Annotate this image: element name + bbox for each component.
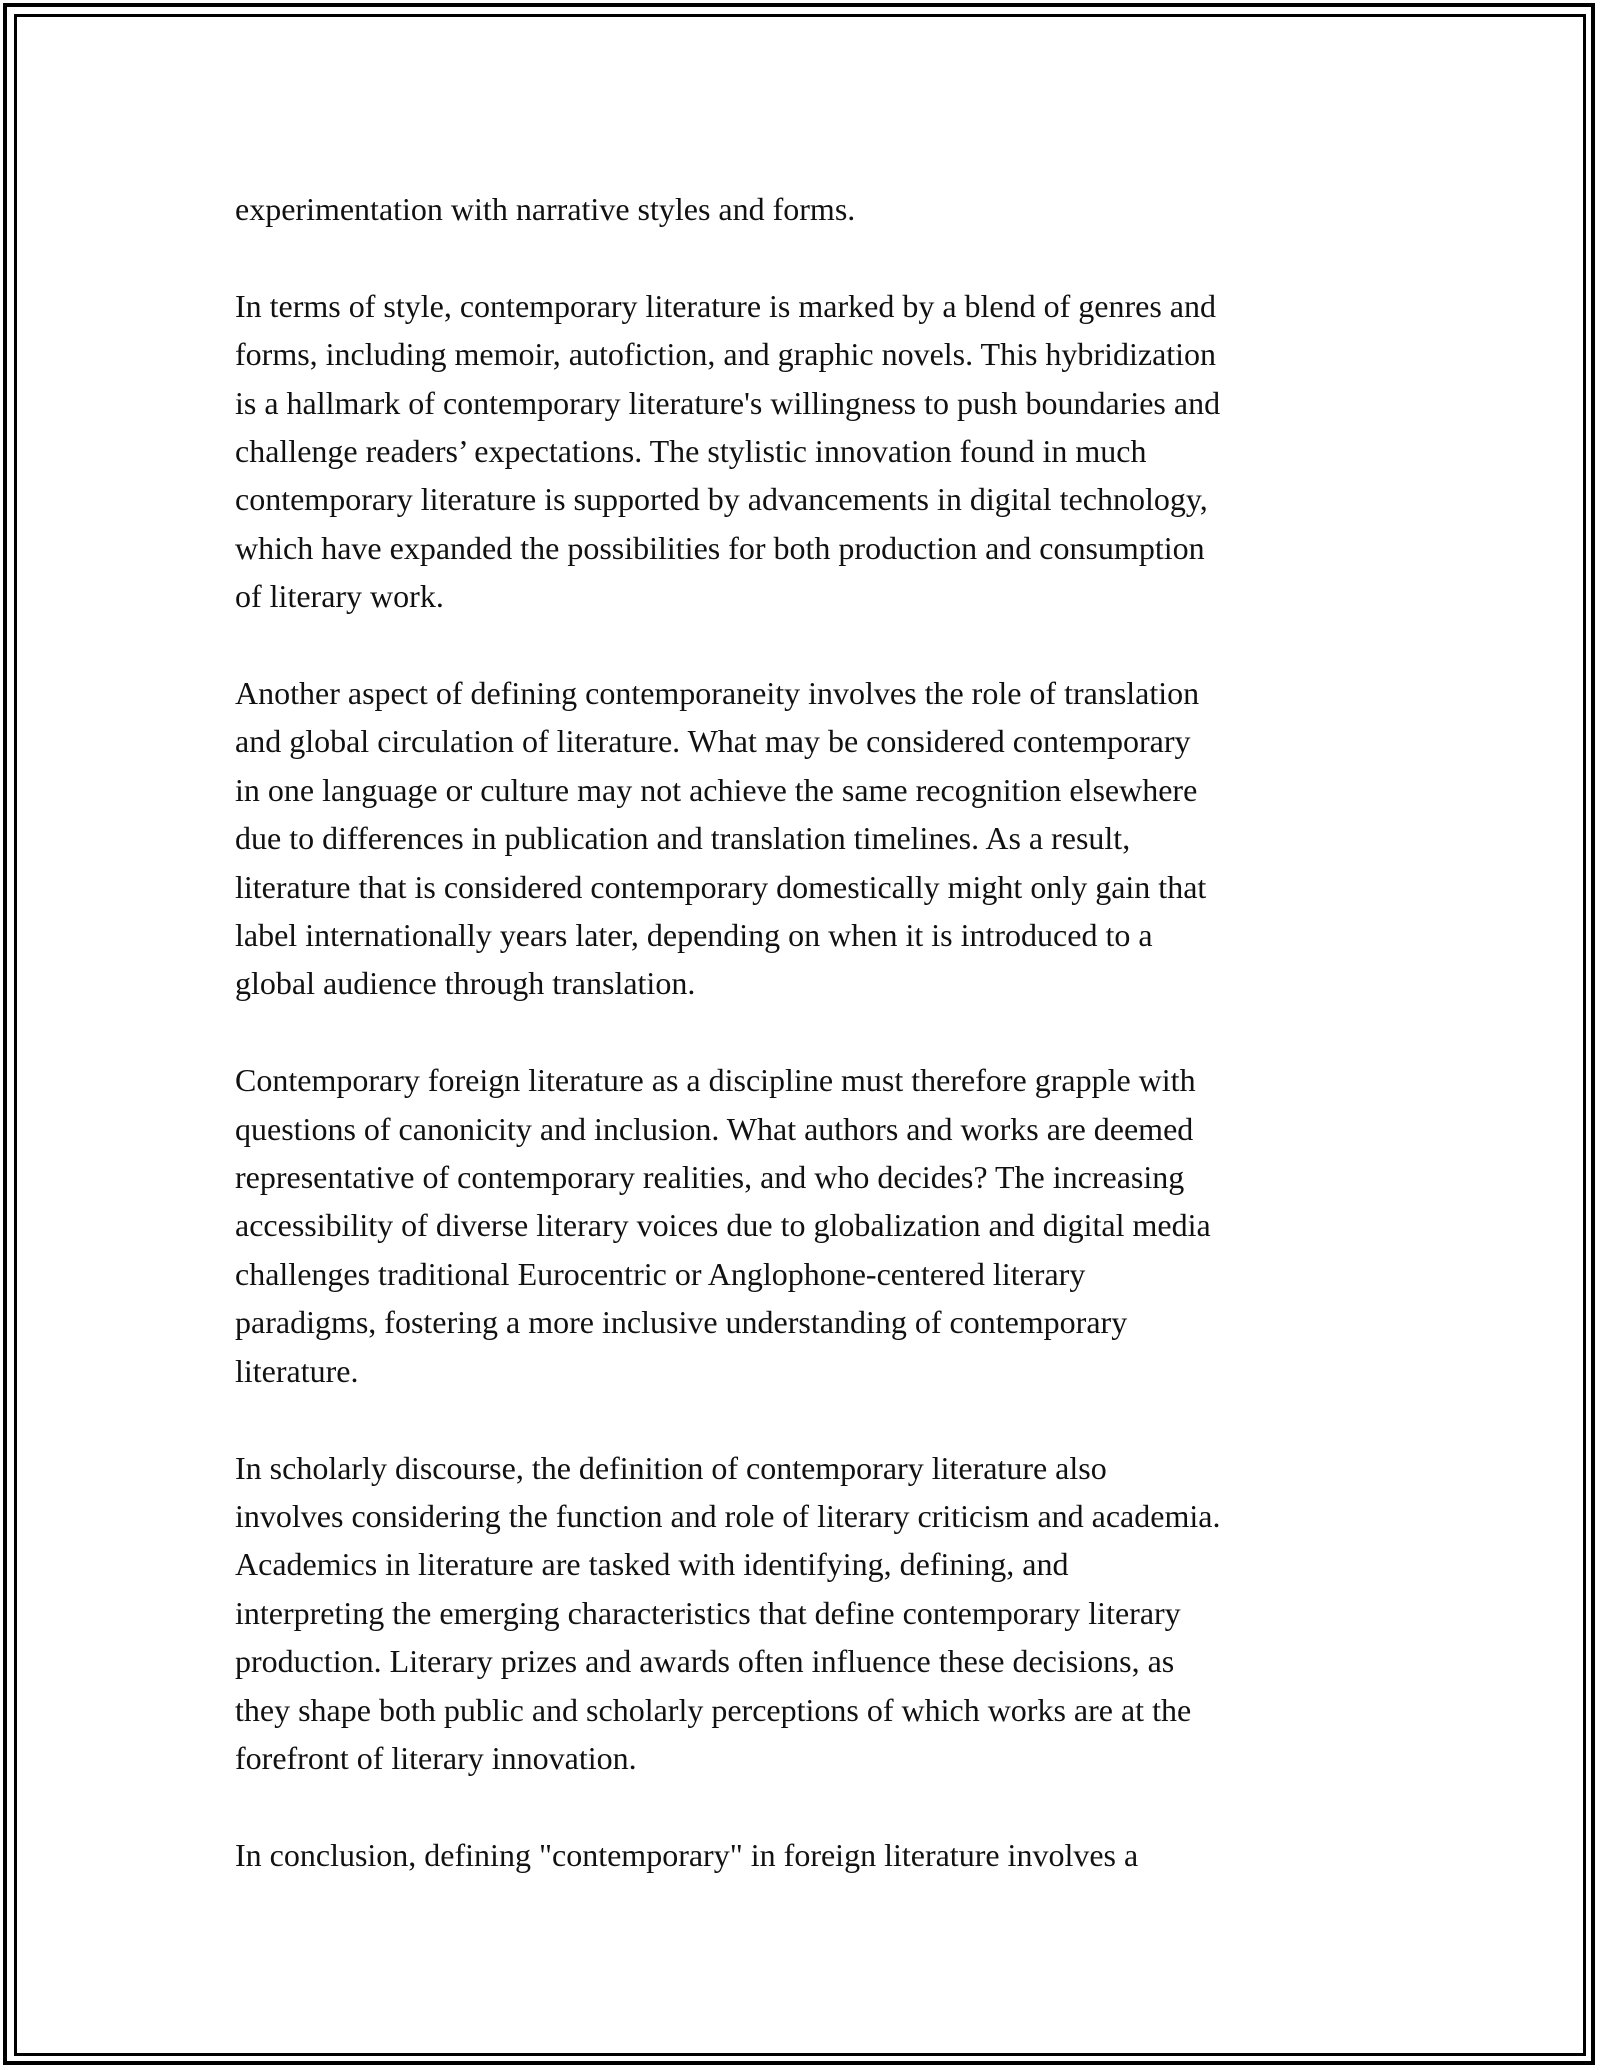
- text-line: and global circulation of literature. What may be considered contemporary: [235, 723, 1191, 760]
- text-line: of literary work.: [235, 578, 444, 615]
- paragraph: [235, 669, 1385, 1008]
- text-line: Another aspect of defining contemporaneity involves the role of translation: [235, 675, 1200, 712]
- text-line: Academics in literature are tasked with identifying, defining, and: [235, 1546, 1069, 1583]
- text-line: involves considering the function and role of literary criticism and academia.: [235, 1497, 1221, 1534]
- text-line: literature.: [235, 1352, 359, 1389]
- text-line: challenges traditional Eurocentric or Anglophone-centered literary: [235, 1255, 1086, 1292]
- text-line: In conclusion, defining "contemporary" in foreign literature involves a: [235, 1836, 1139, 1873]
- text-line: paradigms, fostering a more inclusive understanding of contemporary: [235, 1304, 1128, 1341]
- text-line: in one language or culture may not achieve the same recognition elsewhere: [235, 771, 1198, 808]
- text-line: questions of canonicity and inclusion. What authors and works are deemed: [235, 1110, 1194, 1147]
- text-line: Contemporary foreign literature as a discipline must therefore grapple with: [235, 1062, 1196, 1099]
- text-line: contemporary literature is supported by advancements in digital technology,: [235, 481, 1208, 518]
- text-line: literature that is considered contemporary domestically might only gain that: [235, 868, 1207, 905]
- text-line: forefront of literary innovation.: [235, 1739, 637, 1776]
- text-line: In scholarly discourse, the definition of contemporary literature also: [235, 1449, 1107, 1486]
- text-line: production. Literary prizes and awards often influence these decisions, as: [235, 1643, 1175, 1680]
- text-line: which have expanded the possibilities for both production and consumption: [235, 529, 1205, 566]
- text-line: representative of contemporary realities, and who decides? The increasing: [235, 1159, 1185, 1196]
- text-line: is a hallmark of contemporary literature's willingness to push boundaries and: [235, 384, 1221, 421]
- text-line: label internationally years later, depending on when it is introduced to a: [235, 917, 1153, 954]
- text-line: challenge readers’ expectations. The stylistic innovation found in much: [235, 433, 1147, 470]
- text-line: they shape both public and scholarly perceptions of which works are at the: [235, 1691, 1192, 1728]
- paragraph: [235, 1056, 1385, 1395]
- paragraph: [235, 185, 1385, 233]
- text-line: experimentation with narrative styles and forms.: [235, 191, 856, 227]
- document-body: [235, 185, 1385, 1928]
- text-line: forms, including memoir, autofiction, and graphic novels. This hybridization: [235, 336, 1217, 373]
- text-line: global audience through translation.: [235, 965, 696, 1002]
- text-line: accessibility of diverse literary voices due to globalization and digital media: [235, 1207, 1211, 1244]
- text-line: In terms of style, contemporary literature is marked by a blend of genres and: [235, 287, 1216, 324]
- text-line: interpreting the emerging characteristics that define contemporary literary: [235, 1594, 1181, 1631]
- paragraph: [235, 1444, 1385, 1783]
- paragraph: [235, 282, 1385, 621]
- text-line: due to differences in publication and translation timelines. As a result,: [235, 820, 1131, 857]
- paragraph: [235, 1831, 1385, 1879]
